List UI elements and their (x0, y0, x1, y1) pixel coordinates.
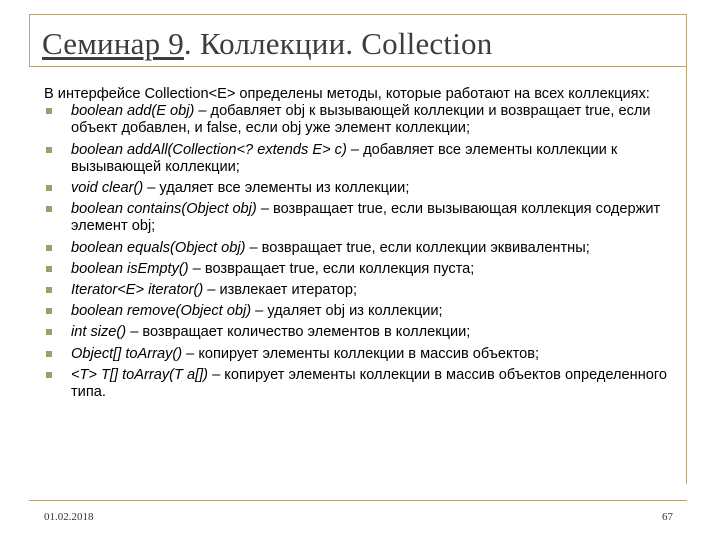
method-description: – возвращает true, если коллекции эквивалентны; (245, 239, 590, 256)
frame-left-rule (29, 14, 30, 66)
square-bullet-icon (46, 206, 52, 212)
frame-right-rule (686, 14, 687, 484)
method-item (44, 240, 680, 257)
method-description: – извлекает итератор; (203, 282, 358, 299)
method-item (44, 180, 680, 197)
frame-top-rule (29, 14, 687, 15)
method-description: – добавляет obj к вызывающей коллекции и возвращает true, если объект добавлен, и false, если obj уже элемент коллекции; (71, 103, 651, 137)
method-description: – удаляет все элементы из коллекции; (143, 180, 410, 197)
method-signature: int size() (71, 324, 127, 341)
method-signature: boolean addAll(Collection<? extends E> c) (71, 141, 347, 158)
method-description: – возвращает количество элементов в коллекции; (126, 324, 471, 341)
method-description: – копирует элементы коллекции в массив объектов определенного типа. (71, 366, 668, 401)
method-signature: Object[] toArray() (71, 345, 183, 362)
method-item (44, 324, 680, 341)
slide-title-main: Семинар 9 (42, 26, 184, 61)
method-signature: boolean equals(Object obj) (71, 239, 246, 256)
square-bullet-icon (46, 351, 52, 357)
method-list (44, 103, 680, 401)
footer-date: 01.02.2018 (44, 511, 94, 523)
method-description: – добавляет все элементы коллекции к вызывающей коллекции; (71, 141, 618, 175)
method-signature: <T> T[] toArray(T a[]) (71, 366, 209, 383)
method-description: – удаляет obj из коллекции; (251, 303, 443, 320)
method-item (44, 142, 680, 176)
square-bullet-icon (46, 372, 52, 378)
square-bullet-icon (46, 266, 52, 272)
intro-text: В интерфейсе Collection<E> определены методы, которые работают на всех коллекциях: (44, 86, 650, 102)
method-item (44, 367, 680, 401)
footer-rule (29, 500, 687, 501)
slide-body (44, 86, 680, 401)
method-item (44, 346, 680, 363)
method-description: – возвращает true, если вызывающая коллекция содержит элемент obj; (71, 201, 661, 235)
slide-title-rest: . Коллекции. Collection (183, 26, 493, 61)
page-number: 67 (662, 511, 673, 523)
method-item (44, 201, 680, 235)
square-bullet-icon (46, 147, 52, 153)
square-bullet-icon (46, 329, 52, 335)
square-bullet-icon (46, 308, 52, 314)
method-item (44, 303, 680, 320)
square-bullet-icon (46, 287, 52, 293)
square-bullet-icon (46, 108, 52, 114)
method-signature: boolean contains(Object obj) (71, 201, 257, 218)
method-signature: Iterator<E> iterator() (71, 282, 204, 299)
square-bullet-icon (46, 245, 52, 251)
method-signature: boolean isEmpty() (71, 260, 189, 277)
method-item (44, 261, 680, 278)
method-description: – возвращает true, если коллекция пуста; (188, 260, 475, 277)
method-signature: boolean add(E obj) (71, 103, 195, 120)
method-item (44, 282, 680, 299)
slide-title (42, 26, 492, 62)
method-item (44, 103, 680, 137)
method-signature: boolean remove(Object obj) (71, 303, 252, 320)
method-description: – копирует элементы коллекции в массив объектов; (182, 345, 540, 362)
square-bullet-icon (46, 185, 52, 191)
title-underline-rule (29, 66, 687, 67)
method-signature: void clear() (71, 180, 144, 197)
